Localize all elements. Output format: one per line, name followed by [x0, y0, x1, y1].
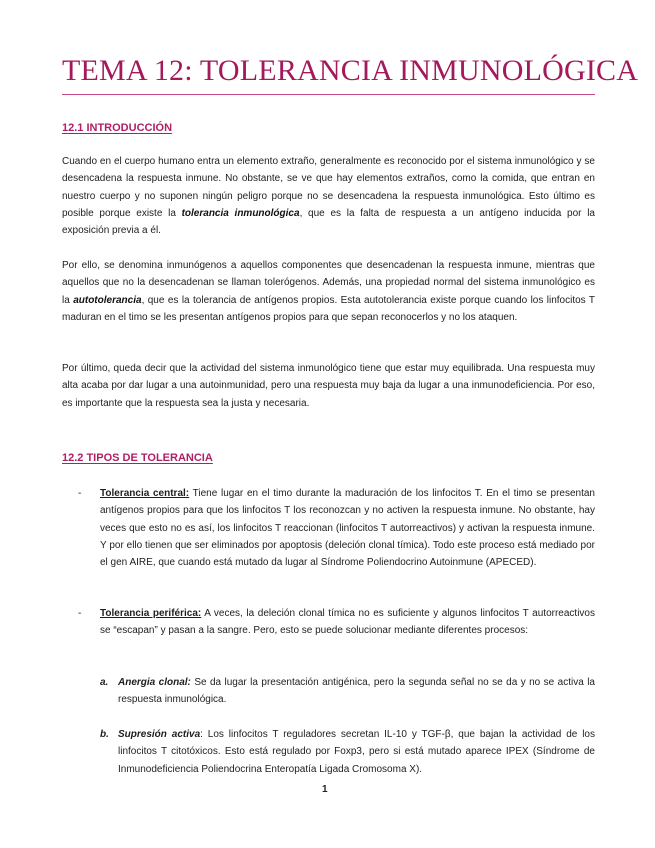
term-autotolerancia: autotolerancia: [73, 294, 142, 306]
page-number: 1: [322, 784, 328, 795]
list-item-tolerancia-periferica: Tolerancia periférica: A veces, la deleción clonal tímica no es suficiente y algunos linfocitos T autorreactivos se “escapan” y pasan a la sangre. Pero, esto se puede solucionar mediante diferentes procesos:: [100, 608, 595, 637]
sub-term: Supresión activa: [118, 729, 201, 740]
intro-paragraph-3: Por último, queda decir que la actividad del sistema inmunológico tiene que estar muy equilibrada. Una respuesta muy alta acaba por dar lugar a una autoinmunidad, pero una respuesta muy baja da lugar a una inmunodeficiencia. Por eso, es importante que la respuesta sea la justa y necesaria.: [62, 363, 595, 409]
term-tolerancia-inmunologica: tolerancia inmunológica: [181, 207, 300, 219]
item-term: Tolerancia central:: [100, 488, 190, 499]
list-bullet: -: [78, 488, 82, 499]
list-item-tolerancia-central: Tolerancia central: Tiene lugar en el timo durante la maduración de los linfocitos T. En el timo se presentan antígenos propios para que los linfocitos T los reconozcan y no activen la respuesta inmune. No obstante, hay veces que esto no es así, los linfocitos T reaccionan (linfocitos T autorreactivos) y activan la respuesta inmune. Y por ello tienen que ser eliminados por apoptosis (deleción clonal tímica). Todo este proceso está mediado por el gen AIRE, que cuando está mutado da lugar al Síndrome Poliendocrino Autoinmune (APECED).: [100, 488, 595, 569]
sublist-marker-b: b.: [100, 729, 109, 740]
item-term: Tolerancia periférica:: [100, 608, 202, 619]
section-heading-tipos-de-tolerancia: 12.2 TIPOS DE TOLERANCIA: [62, 452, 213, 464]
intro-paragraph-1: Cuando en el cuerpo humano entra un elemento extraño, generalmente es reconocido por el sistema inmunológico y se desencadena la respuesta inmune. No obstante, se ve que hay elementos extraños, como la comida, que entran en nuestro cuerpo y no suponen ningún peligro porque no se desencadena la respuesta inmunológica. Esto último es posible porque existe la tolerancia inmunológica, que es la falta de respuesta a un antígeno inducida por la exposición previa a él.: [62, 156, 595, 237]
list-bullet: -: [78, 608, 82, 619]
sublist-marker-a: a.: [100, 677, 109, 688]
sublist-item-anergia-clonal: Anergia clonal: Se da lugar la presentación antigénica, pero la segunda señal no se da y no se activa la respuesta inmunológica.: [118, 677, 595, 706]
intro-paragraph-2: Por ello, se denomina inmunógenos a aquellos componentes que desencadenan la respuesta inmune, mientras que aquellos que no la desencadenan se llaman tolerógenos. Además, una propiedad normal del sistema inmunológico es la autotolerancia, que es la tolerancia de antígenos propios. Esta autotolerancia existe porque cuando los linfocitos T maduran en el timo se les presentan antígenos propios para que sepan reconocerlos y no los ataquen.: [62, 260, 596, 323]
sublist-item-supresion-activa: Supresión activa: Los linfocitos T reguladores secretan IL-10 y TGF-β, que bajan la actividad de los linfocitos T citotóxicos. Esto está regulado por Foxp3, pero si está mutado aparece IPEX (Síndrome de Inmunodeficiencia Poliendocrina Enteropatía Ligada Cromosoma X).: [118, 729, 595, 775]
sub-term: Anergia clonal:: [118, 677, 191, 688]
title-underline-rule: [62, 94, 595, 95]
section-heading-introduccion: 12.1 INTRODUCCIÓN: [62, 122, 173, 134]
page-title: TEMA 12: TOLERANCIA INMUNOLÓGICA: [62, 54, 639, 87]
